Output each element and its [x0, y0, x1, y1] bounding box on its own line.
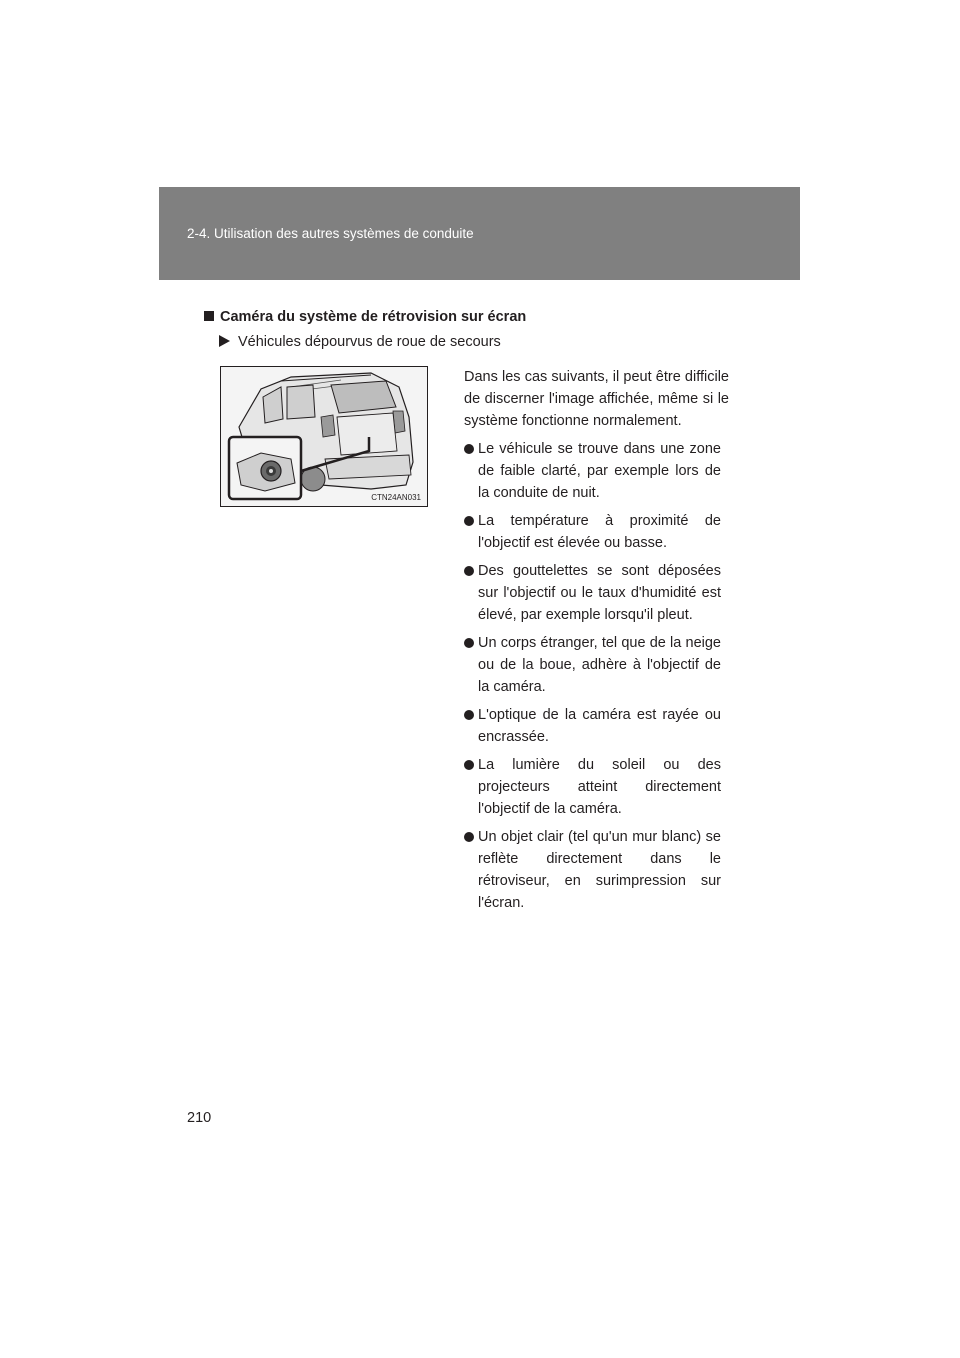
list-item [464, 510, 729, 554]
conditions-list [464, 438, 729, 914]
list-item-text: Des gouttelettes se sont déposées sur l'objectif ou le taux d'humidité est élevé, par exemple lorsqu'il pleut. [478, 563, 721, 623]
section-heading [204, 309, 526, 325]
vehicle-condition-text: Véhicules dépourvus de roue de secours [238, 334, 501, 350]
bullet-dot-icon [464, 710, 474, 720]
vehicle-rear-illustration [221, 367, 427, 506]
square-bullet-icon [204, 311, 214, 321]
list-item [464, 438, 729, 504]
bullet-dot-icon [464, 638, 474, 648]
camera-location-figure [220, 366, 428, 507]
list-item-text: La lumière du soleil ou des projecteurs atteint directement l'objectif de la caméra. [478, 757, 721, 817]
bullet-dot-icon [464, 760, 474, 770]
list-item-text: Le véhicule se trouve dans une zone de faible clarté, par exemple lors de la conduite de nuit. [478, 441, 721, 501]
list-item [464, 560, 729, 626]
section-heading-text: Caméra du système de rétrovision sur écran [220, 309, 527, 325]
chapter-header [159, 187, 800, 280]
figure-code: CTN24AN031 [371, 493, 421, 502]
list-item [464, 826, 729, 914]
list-item [464, 632, 729, 698]
bullet-dot-icon [464, 566, 474, 576]
list-item [464, 754, 729, 820]
list-item-text: L'optique de la caméra est rayée ou encrassée. [478, 707, 721, 745]
triangle-right-icon [219, 335, 230, 347]
bullet-dot-icon [464, 832, 474, 842]
vehicle-condition-heading [219, 334, 501, 350]
list-item-text: Un objet clair (tel qu'un mur blanc) se reflète directement dans le rétroviseur, en surimpression sur l'écran. [478, 829, 721, 911]
intro-paragraph: Dans les cas suivants, il peut être difficile de discerner l'image affichée, même si le système fonctionne normalement. [464, 369, 729, 429]
list-item-text: La température à proximité de l'objectif est élevée ou basse. [478, 513, 721, 551]
bullet-dot-icon [464, 444, 474, 454]
list-item-text: Un corps étranger, tel que de la neige ou de la boue, adhère à l'objectif de la caméra. [478, 635, 721, 695]
page-number: 210 [187, 1110, 212, 1126]
chapter-title: 2-4. Utilisation des autres systèmes de conduite [187, 226, 474, 241]
bullet-dot-icon [464, 516, 474, 526]
conditions-text [464, 366, 729, 920]
list-item [464, 704, 729, 748]
